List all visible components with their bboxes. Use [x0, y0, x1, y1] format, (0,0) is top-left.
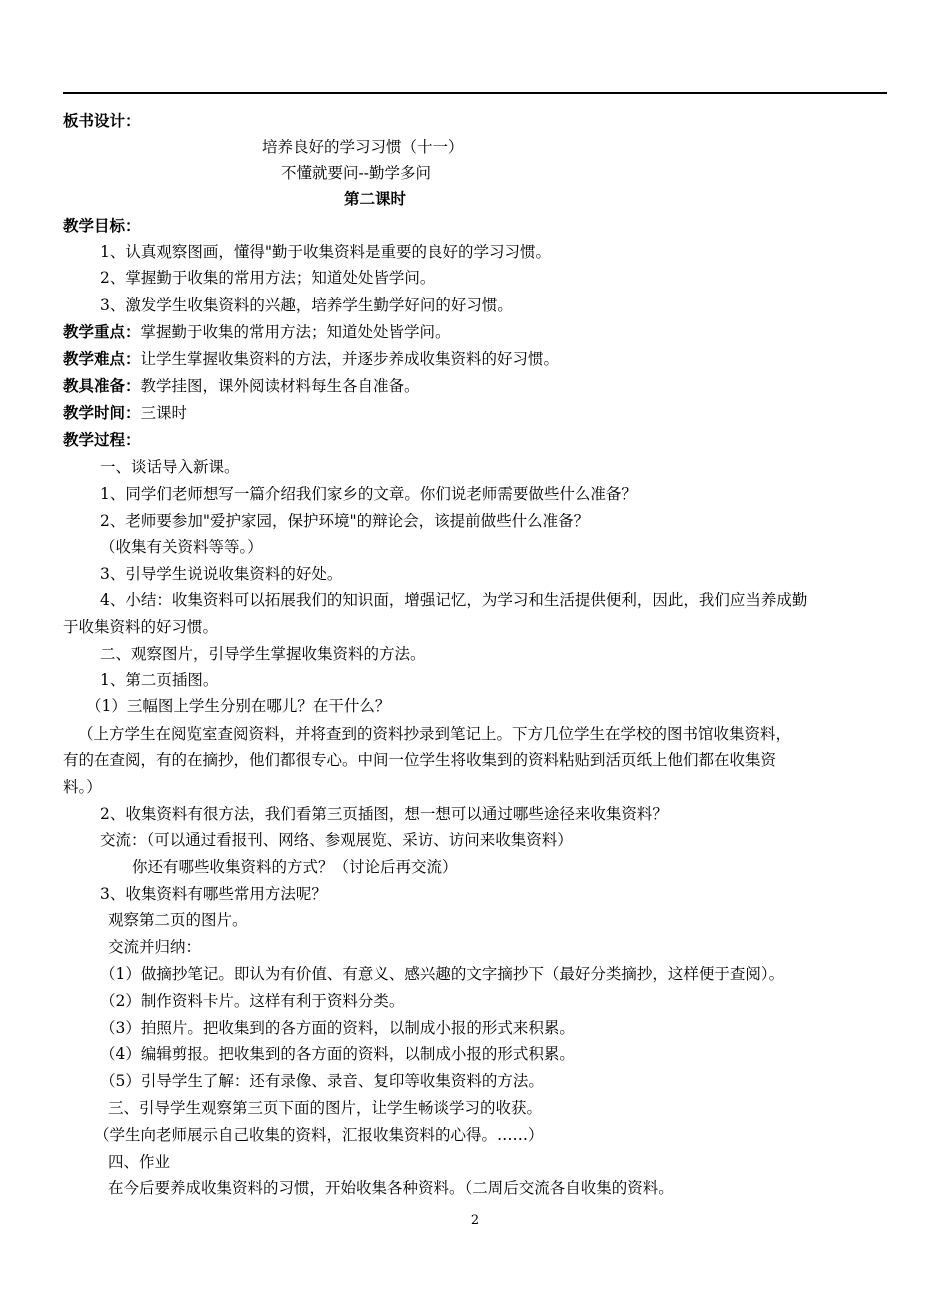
lesson-heading: 第二课时: [344, 189, 407, 208]
process-line: 于收集资料的好习惯。: [63, 618, 219, 636]
tools-label: 教具准备：: [63, 376, 141, 395]
key-point-text: 掌握勤于收集的常用方法；知道处处皆学问。: [140, 323, 451, 341]
time-label: 教学时间：: [63, 403, 141, 422]
board-design-label: 板书设计：: [63, 111, 141, 130]
process-line: 交流：（可以通过看报刊、网络、参观展览、采访、访问来收集资料）: [100, 831, 573, 849]
process-line: 2、收集资料有很方法，我们看第三页插图，想一想可以通过哪些途径来收集资料？: [100, 805, 668, 823]
process-line: （1）做摘抄笔记。即认为有价值、有意义、感兴趣的文字摘抄下（最好分类摘抄，这样便于查阅）。: [100, 965, 785, 983]
process-label: 教学过程：: [63, 430, 141, 449]
process-line: 你还有哪些收集资料的方式？（讨论后再交流）: [132, 858, 458, 876]
goal-item: 1、认真观察图画，懂得"勤于收集资料是重要的良好的学习习惯。: [100, 243, 551, 261]
process-line: 1、第二页插图。: [100, 671, 219, 689]
board-subtitle: 不懂就要问--勤学多问: [281, 164, 431, 182]
process-line: （5）引导学生了解：还有录像、录音、复印等收集资料的方法。: [100, 1072, 544, 1090]
tools-row: [63, 376, 420, 396]
key-point-row: [63, 322, 451, 342]
difficulty-label: 教学难点：: [63, 349, 141, 368]
process-line: （收集有关资料等等。）: [100, 538, 263, 556]
process-line: （3）拍照片。把收集到的各方面的资料，以制成小报的形式来积累。: [100, 1019, 575, 1037]
process-line: （4）编辑剪报。把收集到的各方面的资料，以制成小报的形式积累。: [100, 1045, 575, 1063]
process-line: 4、小结：收集资料可以拓展我们的知识面，增强记忆，为学习和生活提供便利，因此，我们应当养成勤: [100, 591, 808, 609]
goal-item: 3、激发学生收集资料的兴趣，培养学生勤学好问的好习惯。: [100, 296, 513, 314]
process-line: 三、引导学生观察第三页下面的图片，让学生畅谈学习的收获。: [108, 1099, 543, 1117]
process-line: 观察第二页的图片。: [108, 911, 248, 929]
process-line: 2、老师要参加"爱护家园，保护环境"的辩论会，该提前做些什么准备？: [100, 512, 590, 530]
process-line: 二、观察图片，引导学生掌握收集资料的方法。: [100, 645, 426, 663]
header-rule: [63, 92, 887, 94]
board-title: 培养良好的学习习惯（十一）: [262, 138, 464, 156]
process-line: （上方学生在阅览室查阅资料，并将查到的资料抄录到笔记上。下方几位学生在学校的图书馆收集资料，: [78, 725, 792, 743]
process-line: 交流并归纳：: [108, 938, 202, 956]
process-line: 3、引导学生说说收集资料的好处。: [100, 565, 343, 583]
process-line: 四、作业: [108, 1153, 171, 1171]
process-line: 一、谈话导入新课。: [100, 458, 240, 476]
time-row: [63, 403, 187, 423]
difficulty-row: [63, 349, 559, 369]
goal-item: 2、掌握勤于收集的常用方法；知道处处皆学问。: [100, 269, 436, 287]
process-line: （2）制作资料卡片。这样有利于资料分类。: [100, 992, 405, 1010]
time-text: 三课时: [140, 404, 188, 422]
tools-text: 教学挂图，课外阅读材料每生各自准备。: [140, 377, 420, 395]
process-line: （1）三幅图上学生分别在哪儿？在干什么？: [86, 697, 391, 715]
goals-label: 教学目标：: [63, 216, 141, 235]
key-point-label: 教学重点：: [63, 322, 141, 341]
process-line: 在今后要养成收集资料的习惯，开始收集各种资料。（二周后交流各自收集的资料。: [108, 1179, 674, 1197]
process-line: 有的在查阅，有的在摘抄，他们都很专心。中间一位学生将收集到的资料粘贴到活页纸上他们都在收集资: [63, 751, 777, 769]
process-line: 料。）: [63, 778, 102, 796]
difficulty-text: 让学生掌握收集资料的方法，并逐步养成收集资料的好习惯。: [140, 350, 560, 368]
process-line: 3、收集资料有哪些常用方法呢？: [100, 885, 327, 903]
page-number: 2: [470, 1213, 480, 1228]
process-line: （学生向老师展示自己收集的资料，汇报收集资料的心得。……）: [94, 1126, 544, 1144]
process-line: 1、同学们老师想写一篇介绍我们家乡的文章。你们说老师需要做些什么准备？: [100, 485, 637, 503]
